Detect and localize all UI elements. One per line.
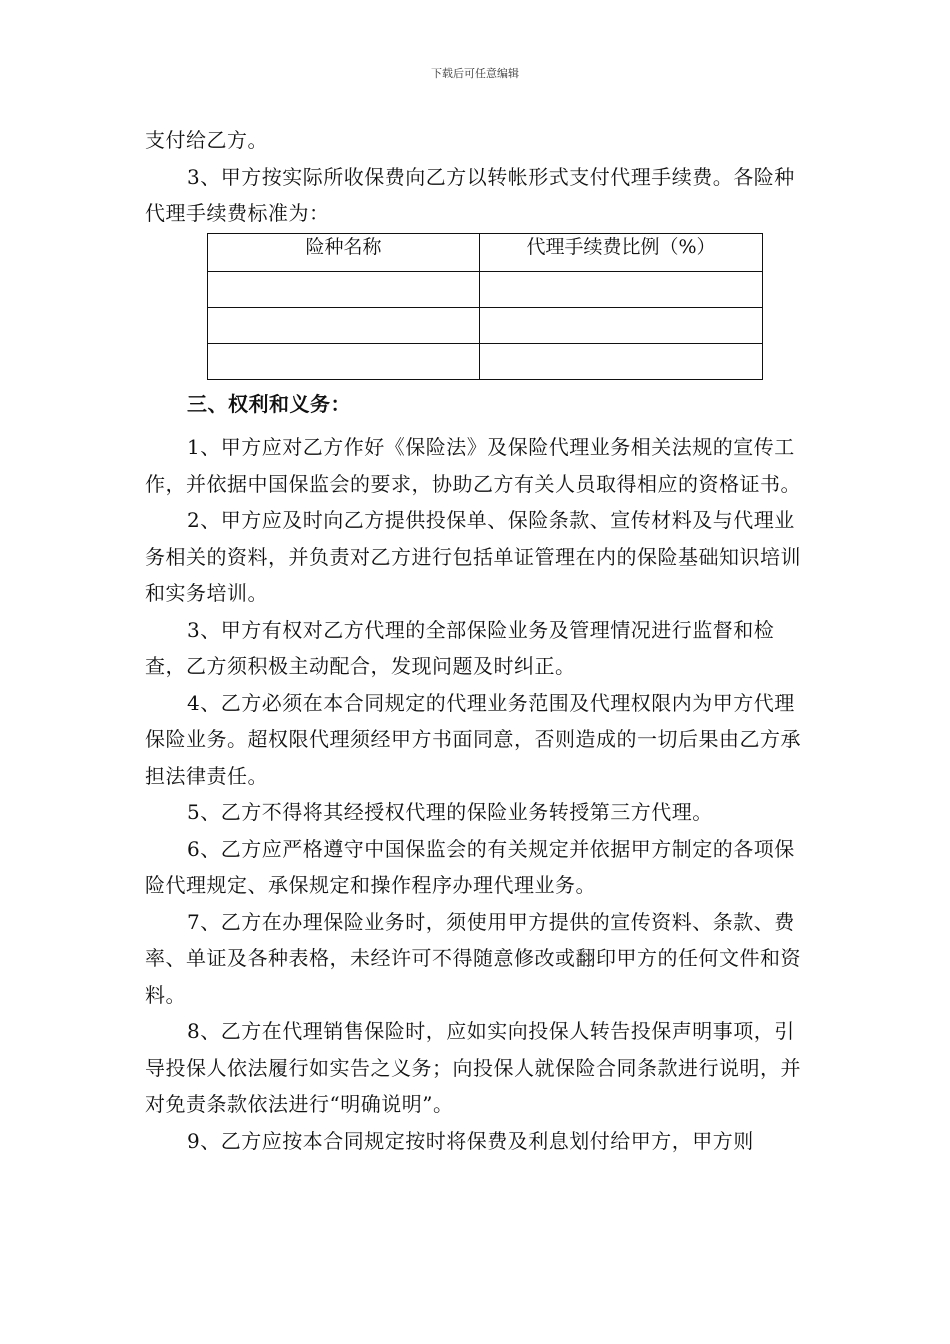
page-header: 下载后可任意编辑 [431,67,519,80]
table-row [208,307,763,343]
table-row [208,271,763,307]
clause-paragraph: 7、乙方在办理保险业务时，须使用甲方提供的宣传资料、条款、费率、单证及各种表格，未经许可不得随意修改或翻印甲方的任何文件和资料。 [145,909,801,1007]
table-cell [208,271,480,307]
table-header-insurance-type: 险种名称 [208,233,480,271]
table-cell [480,343,763,379]
section-heading: 三、权利和义务： [187,391,351,416]
table-cell [480,307,763,343]
paragraph-fee-clause: 3、甲方按实际所收保费向乙方以转帐形式支付代理手续费。各险种代理手续费标准为： [145,164,795,225]
clause-paragraph: 2、甲方应及时向乙方提供投保单、保险条款、宣传材料及与代理业务相关的资料，并负责对乙方进行包括单证管理在内的保险基础知识培训和实务培训。 [145,508,801,605]
table-header-commission-rate: 代理手续费比例（%） [480,233,763,271]
table-row [208,343,763,379]
clause-paragraph: 6、乙方应严格遵守中国保监会的有关规定并依据甲方制定的各项保险代理规定、承保规定和操作程序办理代理业务。 [145,836,795,897]
commission-rate-table [207,233,763,380]
clause-paragraph: 5、乙方不得将其经授权代理的保险业务转授第三方代理。 [187,800,713,824]
clause-paragraph: 1、甲方应对乙方作好《保险法》及保险代理业务相关法规的宣传工作，并依据中国保监会的要求，协助乙方有关人员取得相应的资格证书。 [145,435,801,496]
paragraph-continuation: 支付给乙方。 [145,128,268,152]
clause-paragraph: 8、乙方在代理销售保险时，应如实向投保人转告投保声明事项，引导投保人依法履行如实告之义务；向投保人就保险合同条款进行说明，并对免责条款依法进行“明确说明”。 [145,1019,801,1116]
table-cell [480,271,763,307]
clause-paragraph: 3、甲方有权对乙方代理的全部保险业务及管理情况进行监督和检查，乙方须积极主动配合，发现问题及时纠正。 [145,617,775,678]
clause-paragraph: 4、乙方必须在本合同规定的代理业务范围及代理权限内为甲方代理保险业务。超权限代理须经甲方书面同意，否则造成的一切后果由乙方承担法律责任。 [145,690,801,788]
table-cell [208,343,480,379]
clause-paragraph: 9、乙方应按本合同规定按时将保费及利息划付给甲方，甲方则 [187,1128,754,1153]
table-header-row [208,233,763,271]
document-body [145,122,810,1159]
table-cell [208,307,480,343]
